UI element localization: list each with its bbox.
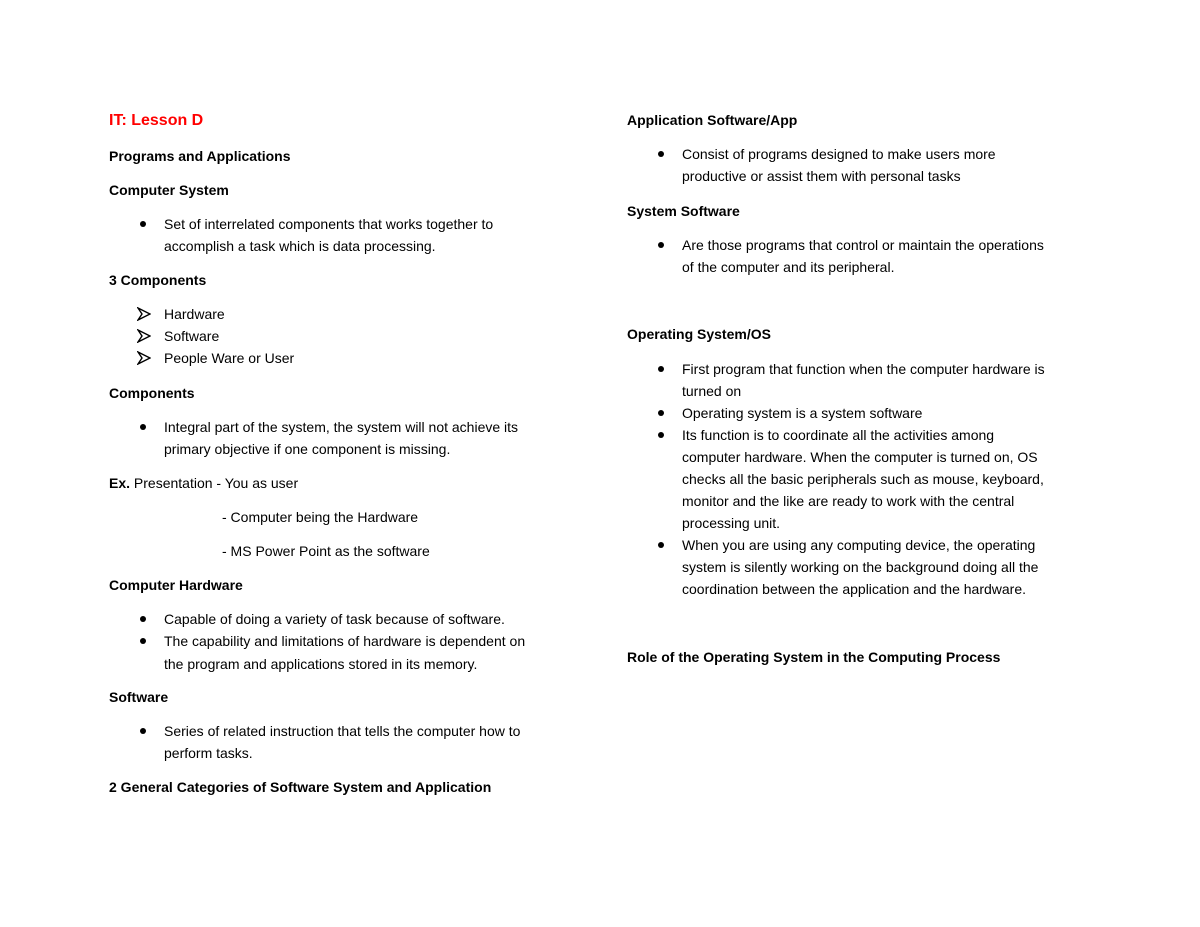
lesson-title: IT: Lesson D (109, 112, 204, 129)
arrow-bullet-icon (137, 307, 151, 321)
bullet-icon (658, 410, 664, 416)
bullet-icon (140, 221, 146, 227)
bullet-icon (140, 638, 146, 644)
computer-hardware-bullet1: Capable of doing a variety of task because of software. (164, 611, 505, 627)
os-bullet4-line2: system is silently working on the background doing all the (682, 559, 1039, 575)
application-software-text-line1: Consist of programs designed to make users more (682, 146, 996, 162)
os-bullet3-line2: computer hardware. When the computer is turned on, OS (682, 449, 1038, 465)
operating-system-heading: Operating System/OS (627, 326, 771, 342)
os-bullet1-line2: turned on (682, 383, 742, 399)
software-heading: Software (109, 689, 169, 705)
os-bullet1-line1: First program that function when the computer hardware is (682, 361, 1045, 377)
bullet-icon (658, 432, 664, 438)
components-text-line1: Integral part of the system, the system will not achieve its (164, 419, 519, 435)
bullet-icon (658, 151, 664, 157)
os-bullet4-line1: When you are using any computing device, the operating (682, 537, 1036, 553)
bullet-icon (140, 616, 146, 622)
three-components-heading: 3 Components (109, 272, 207, 288)
bullet-icon (140, 728, 146, 734)
system-software-text-line2: of the computer and its peripheral. (682, 259, 895, 275)
computer-system-text-line1: Set of interrelated components that works together to (164, 216, 494, 232)
categories-heading: 2 General Categories of Software System and Application (109, 779, 492, 795)
software-text-line1: Series of related instruction that tells the computer how to (164, 723, 521, 739)
os-bullet3-line1: Its function is to coordinate all the activities among (682, 427, 995, 443)
arrow-bullet-icon (137, 329, 151, 343)
components-text-line2: primary objective if one component is missing. (164, 441, 451, 457)
example-line1 (109, 474, 298, 492)
os-bullet3-line3: checks all the basic peripherals such as mouse, keyboard, (682, 471, 1044, 487)
application-software-text-line2: productive or assist them with personal tasks (682, 168, 961, 184)
application-software-heading: Application Software/App (627, 112, 798, 128)
computer-hardware-bullet2-line2: the program and applications stored in its memory. (164, 656, 478, 672)
example-line2: - Computer being the Hardware (222, 509, 419, 525)
component-item-peopleware: People Ware or User (164, 350, 295, 366)
computer-hardware-bullet2-line1: The capability and limitations of hardware is dependent on (164, 633, 526, 649)
component-item-hardware: Hardware (164, 306, 225, 322)
arrow-bullet-icon (137, 351, 151, 365)
components-heading: Components (109, 385, 195, 401)
os-bullet3-line5: processing unit. (682, 515, 781, 531)
os-bullet2: Operating system is a system software (682, 405, 923, 421)
example-line3: - MS Power Point as the software (222, 543, 430, 559)
os-bullet3-line4: monitor and the like are ready to work with the central (682, 493, 1015, 509)
component-item-software: Software (164, 328, 220, 344)
example-prefix: Ex. (109, 475, 131, 491)
os-bullet4-line3: coordination between the application and the hardware. (682, 581, 1027, 597)
computer-system-heading: Computer System (109, 182, 229, 198)
bullet-icon (140, 424, 146, 430)
bullet-icon (658, 542, 664, 548)
computer-system-text-line2: accomplish a task which is data processing. (164, 238, 436, 254)
bullet-icon (658, 366, 664, 372)
software-text-line2: perform tasks. (164, 745, 253, 761)
system-software-text-line1: Are those programs that control or maintain the operations (682, 237, 1044, 253)
programs-heading: Programs and Applications (109, 148, 291, 164)
role-heading: Role of the Operating System in the Computing Process (627, 649, 1001, 665)
bullet-icon (658, 242, 664, 248)
computer-hardware-heading: Computer Hardware (109, 577, 243, 593)
system-software-heading: System Software (627, 203, 740, 219)
example-line1-text: Presentation - You as user (130, 475, 299, 491)
